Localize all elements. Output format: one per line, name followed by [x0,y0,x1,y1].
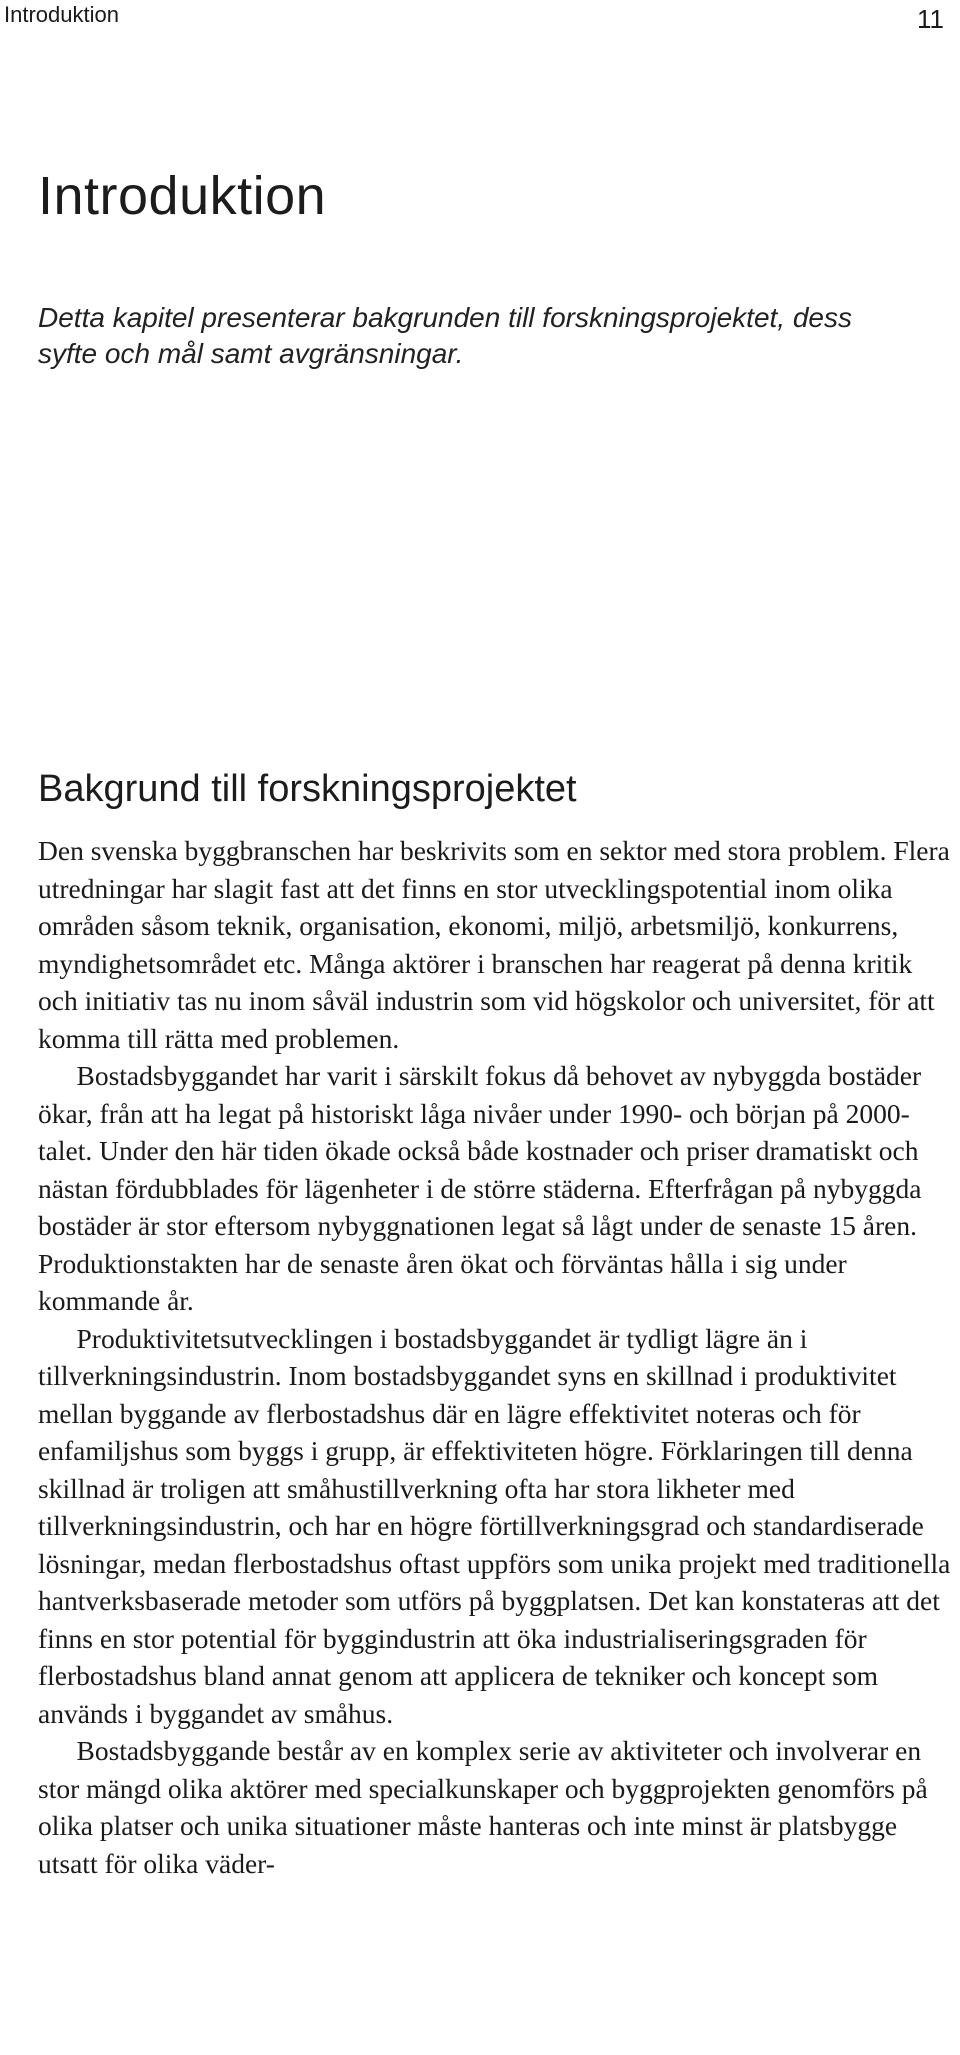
running-title: Introduktion [4,2,119,27]
section-heading: Bakgrund till forskningsprojektet [38,768,577,810]
paragraph: Bostadsbyggandet har varit i särskilt fokus då behovet av nybyggda bostäder ökar, från att ha legat på historiskt låga nivåer under 1990- och början på 2000-talet. Under den här tiden ökade också både kostnader och priser dramatiskt och nästan fördubblades för lägenheter i de större städerna. Efterfrågan på nybyggda bostäder är stor eftersom nybyggnationen legat så lågt under de senaste 15 åren. Produktionstakten har de senaste åren ökat och förväntas hålla i sig under kommande år. [38,1060,922,1316]
paragraph: Produktivitetsutvecklingen i bostadsbyggandet är tydligt lägre än i tillverkningsindustrin. Inom bostadsbyggandet syns en skillnad i produktivitet mellan byggande av flerbostadshus där en lägre effektivitet noteras och för enfamiljshus som byggs i grupp, är effektiviteten högre. Förklaringen till denna skillnad är troligen att småhustillverkning ofta har stora likheter med tillverkningsindustrin, och har en högre förtillverkningsgrad och standardiserade lösningar, medan flerbostadshus oftast uppförs som unika projekt med traditionella hantverksbaserade metoder som utförs på byggplatsen. Det kan konstateras att det finns en stor potential för byggindustrin att öka industrialiseringsgraden för flerbostadshus bland annat genom att applicera de tekniker och koncept som används i byggandet av småhus. [38,1322,951,1729]
page-header [4,0,944,40]
paragraph: Den svenska byggbranschen har beskrivits som en sektor med stora problem. Flera utredningar har slagit fast att det finns en stor utvecklingspotential inom olika områden såsom teknik, organisation, ekonomi, miljö, arbetsmiljö, konkurrens, myndighetsområdet etc. Många aktörer i branschen har reagerat på denna kritik och initiativ tas nu inom såväl industrin som vid högskolor och universitet, för att komma till rätta med problemen. [38,835,950,1054]
chapter-title: Introduktion [38,166,327,226]
paragraph: Bostadsbyggande består av en komplex serie av aktiviteter och involverar en stor mängd olika aktörer med specialkunskaper och byggprojekten genomförs på olika platser och unika situationer måste hanteras och inte minst är platsbygge utsatt för olika väder- [38,1735,928,1879]
page-number: 11 [917,4,944,34]
chapter-intro: Detta kapitel presenterar bakgrunden till forskningsprojektet, dess syfte och mål samt avgränsningar. [38,302,852,369]
section-body [38,832,953,1882]
